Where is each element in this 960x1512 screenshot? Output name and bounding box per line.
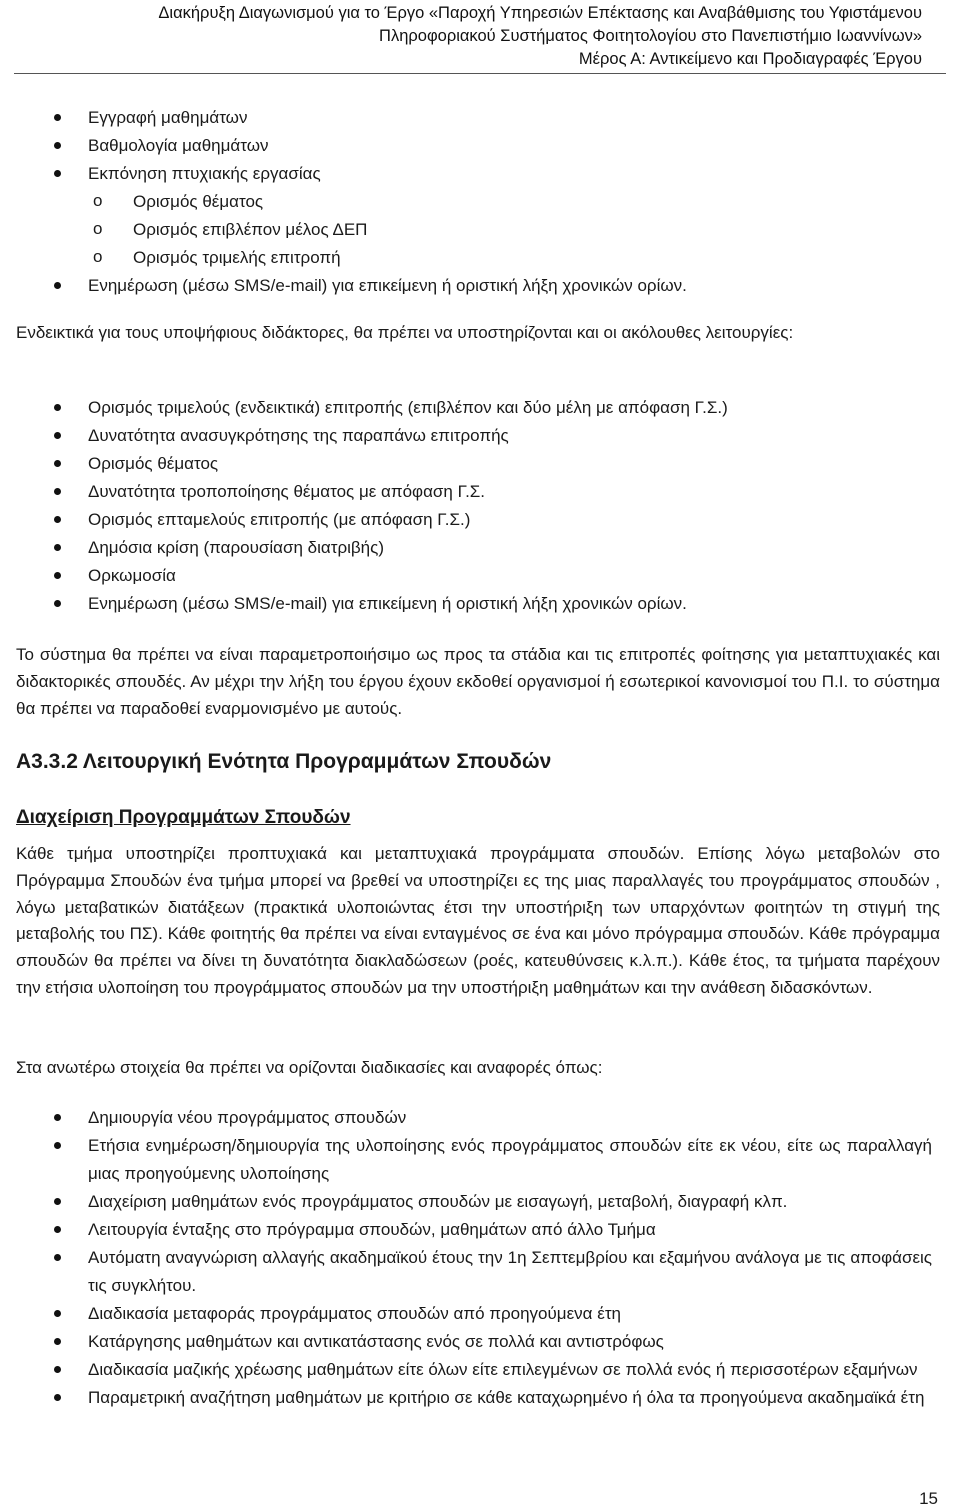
bullet-icon [54, 1226, 61, 1233]
bullet-icon [54, 600, 61, 607]
bullet-icon [54, 1394, 61, 1401]
bullet-icon [54, 460, 61, 467]
list-item: Ορκωμοσία [0, 562, 960, 590]
list-item: Αυτόματη αναγνώριση αλλαγής ακαδημαϊκού έτους την 1η Σεπτεμβρίου και εξαμήνου ανάλογα με τις αποφάσεις τις συγκλήτου. [0, 1244, 960, 1300]
bullet-icon [54, 1254, 61, 1261]
list-item: Ορισμός θέματος [0, 450, 960, 478]
list-item: Βαθμολογία μαθημάτων [0, 132, 960, 160]
list-item: Δυνατότητα ανασυγκρότησης της παραπάνω επιτροπής [0, 422, 960, 450]
sub-list-item: o Ορισμός επιβλέπον μέλος ΔΕΠ [93, 219, 368, 239]
sub-list-item: o Ορισμός τριμελής επιτροπή [93, 247, 341, 267]
bullet-icon [54, 1310, 61, 1317]
circle-bullet-icon: o [93, 191, 103, 210]
programs-description-paragraph [0, 841, 960, 1002]
circle-bullet-icon: o [93, 247, 103, 266]
bullet-icon [54, 114, 61, 121]
paragraph: Ενδεικτικά για τους υποψήφιους διδάκτορες, θα πρέπει να υποστηρίζονται και οι ακόλουθες λειτουργίες: [16, 323, 794, 342]
procedures-intro-paragraph [0, 1055, 960, 1082]
bullet-icon [54, 432, 61, 439]
parametrization-paragraph [0, 642, 960, 722]
list-item: Δημιουργία νέου προγράμματος σπουδών [0, 1104, 960, 1132]
procedures-list [0, 1104, 960, 1412]
circle-bullet-icon: o [93, 219, 103, 238]
bullet-icon [54, 404, 61, 411]
bullet-icon [54, 1198, 61, 1205]
bullet-icon [54, 544, 61, 551]
paragraph: Στα ανωτέρω στοιχεία θα πρέπει να ορίζονται διαδικασίες και αναφορές όπως: [16, 1058, 603, 1077]
header-line-1: Διακήρυξη Διαγωνισμού για το Έργο «Παροχή Υπηρεσιών Επέκτασης και Αναβάθμισης του Υφιστάμενου [158, 4, 922, 22]
bullet-icon [54, 1142, 61, 1149]
list-item: Ενημέρωση (μέσω SMS/e-mail) για επικείμενη ή οριστική λήξη χρονικών ορίων. [0, 590, 960, 618]
paragraph: Κάθε τμήμα υποστηρίζει προπτυχιακά και μεταπτυχιακά προγράμματα σπουδών. Επίσης λόγω μεταβολών στο Πρόγραμμα Σπουδών ένα τμήμα μπορεί να βρεθεί να υποστηρίζει ες της μιας παραλλαγές του προγράμματος σπουδών , λόγω μεταβατικών διατάξεων (πρακτικά υλοποιώντας έτσι την υποστήριξη των υπαρχόντων φοιτητών τη στιγμή της μεταβολής του ΠΣ). Κάθε φοιτητής θα πρέπει να είναι ενταγμένος σε ένα και μόνο πρόγραμμα σπουδών. Κάθε πρόγραμμα σπουδών θα πρέπει να δίνει τη δυνατότητα διακλαδώσεων (ροές, κατευθύνσεις κ.λ.π.). Κάθε έτος, τα τμήματα παρέχουν την ετήσια υλοποίηση του προγράμματος σπουδών μα την υποστήριξη μαθημάτων και την ανάθεση διδασκόντων. [16, 844, 940, 997]
header-line-2: Πληροφοριακού Συστήματος Φοιτητολογίου στο Πανεπιστήμιο Ιωαννίνων» [379, 27, 922, 45]
list-item: Διαδικασία μεταφοράς προγράμματος σπουδών από προηγούμενα έτη [0, 1300, 960, 1328]
bullet-icon [54, 1366, 61, 1373]
bullet-icon [54, 142, 61, 149]
header-divider [14, 73, 946, 74]
bullet-icon [54, 572, 61, 579]
list-item: Κατάργησης μαθημάτων και αντικατάστασης ενός σε πολλά και αντιστρόφως [0, 1328, 960, 1356]
paragraph: Το σύστημα θα πρέπει να είναι παραμετροποιήσιμο ως προς τα στάδια και τις επιτροπές φοίτησης για μεταπτυχιακές και διδακτορικές σπουδές. Αν μέχρι την λήξη του έργου έχουν εκδοθεί οργανισμοί ή εσωτερικοί κανονισμοί του Π.Ι. το σύστημα θα πρέπει να παραδοθεί εναρμονισμένο με αυτούς. [16, 645, 940, 718]
list-item: Λειτουργία ένταξης στο πρόγραμμα σπουδών, μαθημάτων από άλλο Τμήμα [0, 1216, 960, 1244]
list-item: Ορισμός τριμελούς (ενδεικτικά) επιτροπής (επιβλέπον και δύο μέλη με απόφαση Γ.Σ.) [0, 394, 960, 422]
sub-list-item: o Ορισμός θέματος [93, 191, 264, 211]
bullet-icon [54, 516, 61, 523]
doctoral-intro-paragraph [0, 320, 960, 347]
list-item: Διαχείριση μαθημάτων ενός προγράμματος σπουδών με εισαγωγή, μεταβολή, διαγραφή κλπ. [0, 1188, 960, 1216]
doctoral-functions-list [0, 394, 960, 618]
list-item: Ετήσια ενημέρωση/δημιουργία της υλοποίησης ενός προγράμματος σπουδών είτε εκ νέου, είτε ως παραλλαγή μιας προηγούμενης υλοποίησης [0, 1132, 960, 1188]
document-header [158, 2, 922, 71]
header-line-3: Μέρος Α: Αντικείμενο και Προδιαγραφές Έργου [578, 50, 922, 68]
subsection-heading: Διαχείριση Προγραμμάτων Σπουδών [16, 807, 351, 828]
list-item: Ορισμός επταμελούς επιτροπής (με απόφαση Γ.Σ.) [0, 506, 960, 534]
bullet-icon [54, 282, 61, 289]
bullet-icon [54, 1114, 61, 1121]
undergrad-functions-list [0, 104, 960, 300]
list-item: Δημόσια κρίση (παρουσίαση διατριβής) [0, 534, 960, 562]
list-item: Εκπόνηση πτυχιακής εργασίας [0, 160, 960, 188]
bullet-icon [54, 488, 61, 495]
list-item: Εγγραφή μαθημάτων [0, 104, 960, 132]
bullet-icon [54, 1338, 61, 1345]
list-item: Ενημέρωση (μέσω SMS/e-mail) για επικείμενη ή οριστική λήξη χρονικών ορίων. [0, 272, 960, 300]
list-item: Διαδικασία μαζικής χρέωσης μαθημάτων είτε όλων είτε επιλεγμένων σε πολλά ενός ή περισσοτέρων εξαμήνων [0, 1356, 960, 1384]
list-item: Δυνατότητα τροποποίησης θέματος με απόφαση Γ.Σ. [0, 478, 960, 506]
list-item: Παραμετρική αναζήτηση μαθημάτων με κριτήριο σε κάθε καταχωρημένο ή όλα τα προηγούμενα ακαδημαϊκά έτη [0, 1384, 960, 1412]
bullet-icon [54, 170, 61, 177]
section-heading: Α3.3.2 Λειτουργική Ενότητα Προγραμμάτων Σπουδών [16, 750, 552, 773]
page-number: 15 [919, 1489, 938, 1508]
